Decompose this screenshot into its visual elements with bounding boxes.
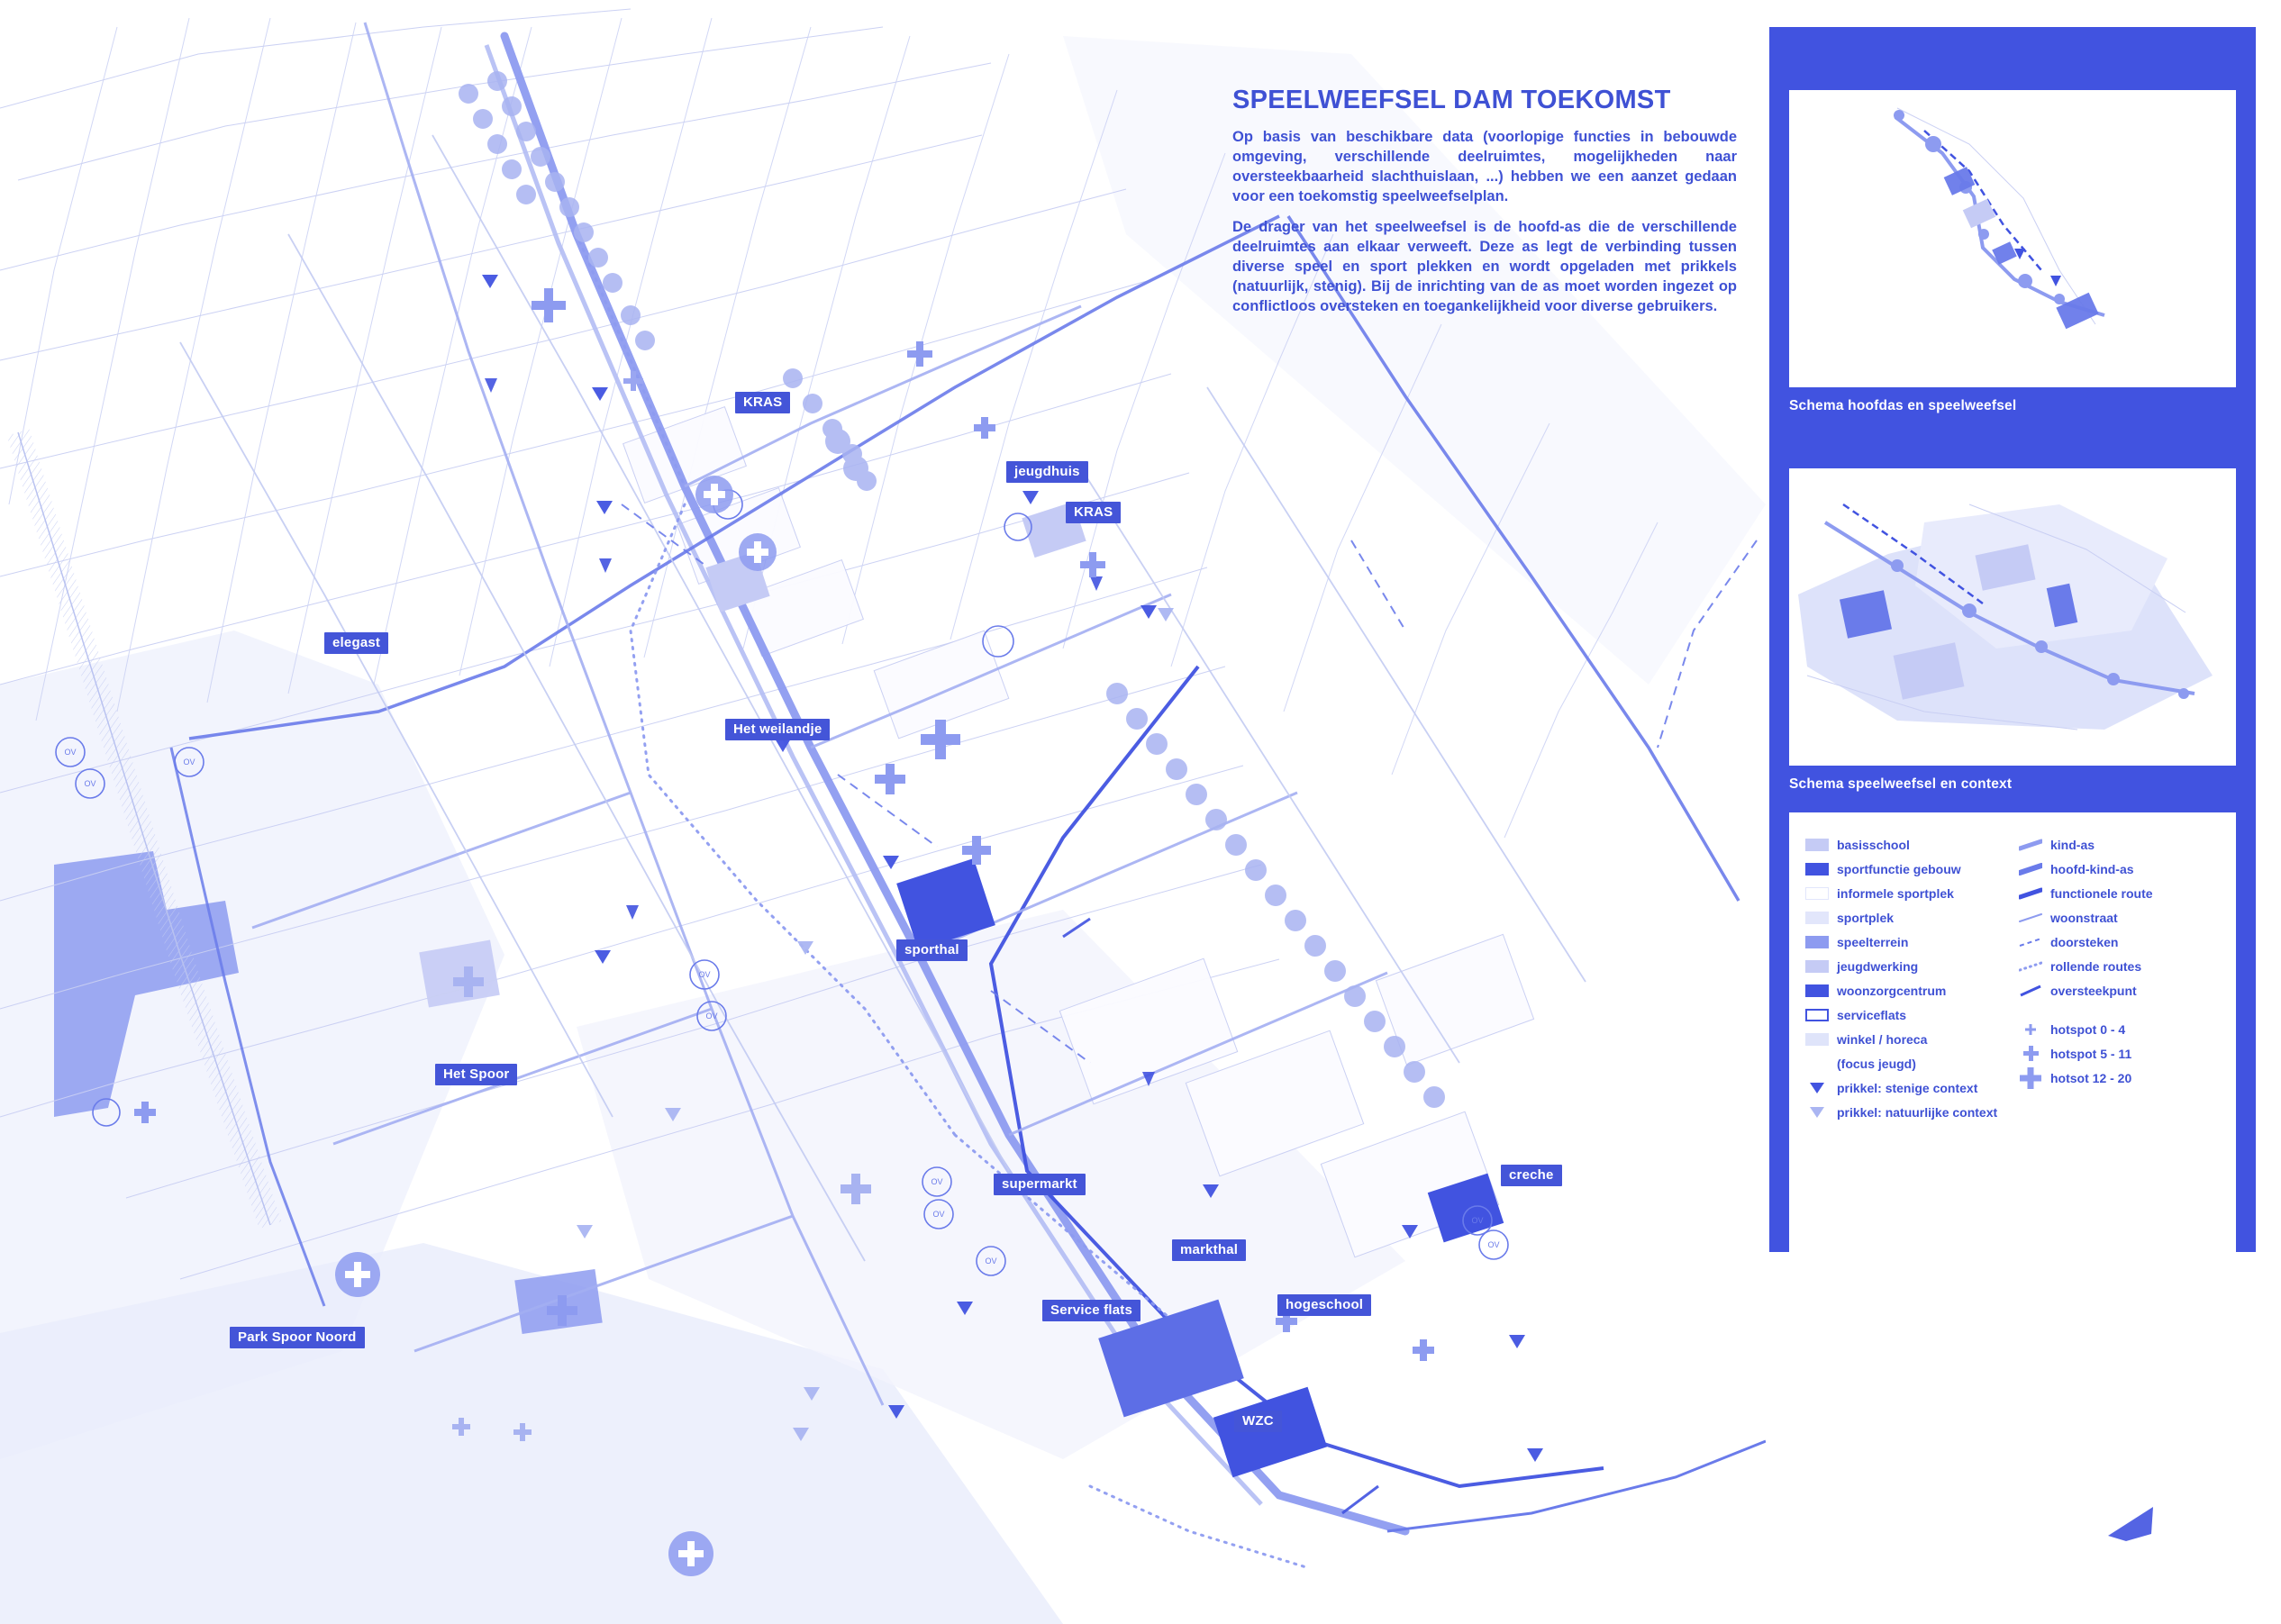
legend-column-right [2019, 832, 2220, 1124]
legend-item-woonzorgcentrum [1805, 978, 2006, 1003]
map-label-jeugdhuis[interactable]: jeugdhuis [1006, 461, 1088, 483]
legend-label: sportfunctie gebouw [1837, 861, 1961, 876]
map-label-wzc[interactable]: WZC [1234, 1411, 1282, 1432]
legend-label: (focus jeugd) [1837, 1056, 1916, 1071]
map-label-elegast[interactable]: elegast [324, 632, 388, 654]
legend-item-hotspot-12-20 [2019, 1066, 2220, 1090]
svg-text:OV: OV [1471, 1216, 1484, 1225]
swatch-jeugdwerking [1805, 960, 1829, 973]
map-label-kras-1[interactable]: KRAS [735, 392, 790, 413]
legend-label: oversteekpunt [2050, 983, 2137, 998]
legend-label: hotspot 0 - 4 [2050, 1021, 2126, 1037]
schema1-caption: Schema hoofdas en speelweefsel [1789, 398, 2017, 413]
legend-item-hotspot-0-4 [2019, 1017, 2220, 1041]
legend-item-hoofd-kind-as [2019, 857, 2220, 881]
plus-small-icon [2019, 1023, 2042, 1036]
plus-medium-icon [2019, 1048, 2042, 1060]
legend-label: woonzorgcentrum [1837, 983, 1947, 998]
legend-item-sportfunctie-gebouw [1805, 857, 2006, 881]
legend-item-rollende-routes [2019, 954, 2220, 978]
hotspot-plus-white [676, 1538, 706, 1569]
legend-label: rollende routes [2050, 958, 2142, 974]
map-label-het-weilandje[interactable]: Het weilandje [725, 719, 830, 740]
hotspot-plus [1077, 549, 1108, 580]
legend-label: jeugdwerking [1837, 958, 1919, 974]
map-label-creche[interactable]: creche [1501, 1165, 1562, 1186]
legend-label: informele sportplek [1837, 885, 1954, 901]
svg-text:OV: OV [84, 779, 96, 788]
legend-item-kind-as [2019, 832, 2220, 857]
map-label-markthal[interactable]: markthal [1172, 1239, 1246, 1261]
hotspot-plus [971, 414, 998, 441]
schema-context-diagram [1789, 468, 2236, 766]
svg-text:OV: OV [64, 748, 77, 757]
hotspot-plus-white [342, 1259, 373, 1290]
legend-item-jeugdwerking [1805, 954, 2006, 978]
map-label-het-spoor[interactable]: Het Spoor [435, 1064, 517, 1085]
legend-label: winkel / horeca [1837, 1031, 1928, 1047]
legend-item-focus-jeugd [1805, 1051, 2006, 1075]
hotspot-plus [917, 716, 964, 763]
line-doorsteken-icon [2019, 936, 2042, 948]
hotspot-plus [512, 1421, 533, 1443]
legend-item-sportplek [1805, 905, 2006, 930]
legend-label: hoofd-kind-as [2050, 861, 2134, 876]
legend-item-functionele-route [2019, 881, 2220, 905]
svg-text:OV: OV [698, 970, 711, 979]
intro-text-block [1232, 86, 1737, 327]
legend-item-prikkel-natuurlijk [1805, 1100, 2006, 1124]
hotspot-plus [959, 833, 994, 867]
legend-label: sportplek [1837, 910, 1895, 925]
line-hoofd-kind-as-icon [2019, 863, 2042, 876]
right-panel [1769, 27, 2256, 1252]
swatch-woonzorgcentrum [1805, 984, 1829, 997]
schema-hoofdas-diagram [1789, 90, 2236, 387]
legend-item-serviceflats [1805, 1003, 2006, 1027]
swatch-spacer [1805, 1057, 1829, 1070]
swatch-basisschool [1805, 839, 1829, 851]
legend-item-hotspot-5-11 [2019, 1041, 2220, 1066]
svg-text:OV: OV [705, 1012, 718, 1021]
line-kind-as-icon [2019, 839, 2042, 851]
hotspot-plus [450, 1416, 472, 1438]
hotspot-plus-white [744, 539, 771, 566]
line-rollende-routes-icon [2019, 960, 2042, 973]
map-label-kras-2[interactable]: KRAS [1066, 502, 1121, 523]
svg-text:OV: OV [183, 758, 195, 767]
swatch-sportplek [1805, 912, 1829, 924]
map-label-service-flats[interactable]: Service flats [1042, 1300, 1140, 1321]
legend-label: doorsteken [2050, 934, 2119, 949]
legend-label: functionele route [2050, 885, 2153, 901]
hotspot-plus [132, 1099, 159, 1126]
line-oversteekpunt-icon [2019, 984, 2042, 997]
map-label-hogeschool[interactable]: hogeschool [1277, 1294, 1371, 1316]
hotspot-plus [1411, 1338, 1436, 1363]
map-label-sporthal[interactable]: sporthal [896, 939, 968, 961]
hotspot-plus [838, 1171, 874, 1207]
line-functionele-route-icon [2019, 887, 2042, 900]
swatch-winkel-horeca [1805, 1033, 1829, 1046]
legend-item-oversteekpunt [2019, 978, 2220, 1003]
legend-column-left [1805, 832, 2006, 1124]
line-woonstraat-icon [2019, 912, 2042, 924]
triangle-down-icon [1805, 1082, 1829, 1094]
map-label-park-spoor-noord[interactable]: Park Spoor Noord [230, 1327, 365, 1348]
intro-paragraph-2: De drager van het speelweefsel is de hoofd-as die de verschillende deelruimtes aan elkaar verweeft. Deze as legt de verbinding tussen diverse speel en sport plekken en wordt opgeladen met prikkels (natuurlijk, stenig). Bij de inrichting van de as moet worden ingezet op conflictloos oversteken en toegankelijkheid voor diverse gebruikers. [1232, 218, 1737, 314]
swatch-speelterrein [1805, 936, 1829, 948]
swatch-serviceflats [1805, 1009, 1829, 1021]
legend-label: hotsot 12 - 20 [2050, 1070, 2132, 1085]
legend-item-doorsteken [2019, 930, 2220, 954]
hotspot-plus [904, 339, 935, 369]
hotspot-plus [544, 1293, 580, 1329]
legend-item-basisschool [1805, 832, 2006, 857]
legend-label: woonstraat [2050, 910, 2118, 925]
legend-item-woonstraat [2019, 905, 2220, 930]
direction-arrow-icon [2099, 1491, 2162, 1558]
legend-spacer [2019, 1003, 2220, 1017]
svg-text:OV: OV [932, 1210, 945, 1219]
hotspot-plus [872, 761, 908, 797]
schema2-caption: Schema speelweefsel en context [1789, 776, 2013, 792]
svg-text:OV: OV [1487, 1240, 1500, 1249]
plus-large-icon [2019, 1072, 2042, 1084]
legend-item-informele-sportplek [1805, 881, 2006, 905]
hotspot-plus [528, 285, 569, 326]
map-label-supermarkt[interactable]: supermarkt [994, 1174, 1086, 1195]
legend-label: speelterrein [1837, 934, 1909, 949]
legend-label: prikkel: stenige context [1837, 1080, 1978, 1095]
legend-item-speelterrein [1805, 930, 2006, 954]
hotspot-plus [450, 964, 486, 1000]
legend-item-winkel-horeca [1805, 1027, 2006, 1051]
page-title: SPEELWEEFSEL DAM TOEKOMST [1232, 86, 1671, 114]
legend-label: serviceflats [1837, 1007, 1907, 1022]
legend-item-prikkel-stenig [1805, 1075, 2006, 1100]
hotspot-plus-white [701, 481, 728, 508]
triangle-down-icon [1805, 1106, 1829, 1119]
svg-text:OV: OV [985, 1257, 997, 1266]
swatch-sportfunctie-gebouw [1805, 863, 1829, 876]
swatch-informele-sportplek [1805, 887, 1829, 900]
legend-label: hotspot 5 - 11 [2050, 1046, 2132, 1061]
legend-label: basisschool [1837, 837, 1910, 852]
svg-text:OV: OV [931, 1177, 943, 1186]
hotspot-plus [622, 369, 645, 393]
intro-paragraph-1: Op basis van beschikbare data (voorlopige functies in bebouwde omgeving, verschillende deelruimtes, mogelijkheden naar oversteekbaarheid slachthuislaan, ...) hebben we een aanzet gedaan voor een toekomstig speelweefselplan. [1232, 129, 1737, 204]
legend-label: kind-as [2050, 837, 2095, 852]
legend-label: prikkel: natuurlijke context [1837, 1104, 1998, 1120]
legend [1789, 812, 2236, 1263]
